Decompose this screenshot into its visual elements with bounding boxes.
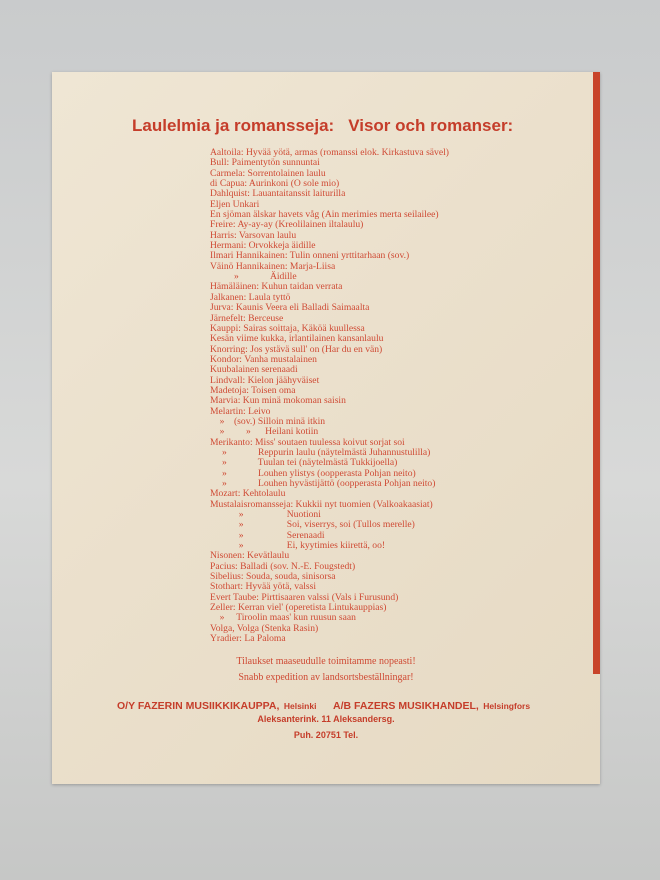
- song-entry: Jalkanen: Laula tyttö: [210, 291, 291, 303]
- song-entry: Volga, Volga (Stenka Rasin): [210, 622, 319, 634]
- song-entry: » Tuulan tei (näytelmästä Tukkijoella): [210, 457, 398, 469]
- song-entry: » Ei, kyytimies kiirettä, oo!: [210, 540, 386, 552]
- song-entry: » Tiroolin maas' kun ruusun saan: [210, 612, 356, 624]
- song-entry: Lindvall: Kielon jäähyväiset: [210, 374, 320, 386]
- song-entry: Kesän viime kukka, irlantilainen kansanlaulu: [210, 333, 384, 345]
- song-entry: Pacius: Balladi (sov. N.-E. Fougstedt): [210, 560, 356, 572]
- song-entry: Marvia: Kun minä mokoman saisin: [210, 395, 346, 407]
- song-list: [210, 148, 590, 645]
- title-swedish: Visor och romanser:: [348, 116, 514, 135]
- song-entry: » Äidille: [210, 271, 297, 283]
- song-entry: Järnefelt: Berceuse: [210, 312, 284, 324]
- song-entry: » Reppurin laulu (näytelmästä Juhannustulilla): [210, 446, 431, 458]
- song-entry: Eljen Unkari: [210, 198, 260, 210]
- song-entry: » (sov.) Silloin minä itkin: [210, 415, 326, 427]
- song-entry: Mustalaisromansseja: Kukkii nyt tuomien (Valkoakaasiat): [210, 498, 433, 510]
- red-edge-strip: [593, 72, 600, 674]
- song-entry: » Louhen ylistys (oopperasta Pohjan neito): [210, 467, 416, 479]
- song-entry: Kauppi: Sairas soittaja, Käköä kuullessa: [210, 322, 365, 334]
- song-entry: » Nuotioni: [210, 509, 321, 521]
- publisher-city-finnish: Helsinki: [283, 701, 317, 711]
- song-entry: » Louhen hyvästijättö (oopperasta Pohjan neito): [210, 478, 436, 489]
- publisher-finnish: [117, 696, 316, 714]
- song-entry: Evert Taube: Pirttisaaren valssi (Vals i Furusund): [210, 591, 399, 603]
- song-entry: » » Heilani kotiin: [210, 426, 319, 438]
- song-entry: Melartin: Leivo: [210, 405, 271, 417]
- song-entry: Merikanto: Miss' soutaen tuulessa koivut sorjat soi: [210, 436, 405, 448]
- song-entry: Harris: Varsovan laulu: [210, 229, 297, 241]
- song-entry: Sibelius: Souda, souda, sinisorsa: [210, 571, 336, 583]
- song-entry: Freire: Ay-ay-ay (Kreolilainen iltalaulu): [210, 219, 364, 231]
- song-entry: Kondor: Vanha mustalainen: [210, 353, 317, 365]
- publisher-name-swedish: A/B FAZERS MUSIKHANDEL,: [333, 700, 479, 712]
- title-finnish: Laulelmia ja romansseja:: [132, 116, 335, 135]
- publisher-swedish: [333, 696, 530, 714]
- song-entry: » Serenaadi: [210, 529, 325, 541]
- song-entry: Knorring: Jos ystävä sull' on (Har du en vän): [210, 343, 383, 355]
- song-entry: » Soi, viserrys, soi (Tullos merelle): [210, 519, 415, 531]
- song-entry: Yradier: La Paloma: [210, 633, 286, 645]
- song-entry: Stothart: Hyvää yötä, valssi: [210, 581, 317, 593]
- song-entry: Nisonen: Kevätlaulu: [210, 550, 290, 562]
- song-entry: En sjöman älskar havets våg (Ain merimies merta seilailee): [210, 209, 439, 221]
- song-entry: Zeller: Kerran viel' (operetista Lintukauppias): [210, 602, 387, 614]
- page-title: [132, 116, 592, 136]
- order-note-swedish: Snabb expedition av landsortsbeställningar!: [238, 672, 414, 683]
- order-note-finnish: Tilaukset maaseudulle toimitamme nopeasti!: [236, 656, 416, 667]
- publisher-name-finnish: O/Y FAZERIN MUSIIKKIKAUPPA,: [117, 700, 280, 712]
- song-entry: Aaltoila: Hyvää yötä, armas (romanssi elok. Kirkastuva sävel): [210, 147, 449, 158]
- song-entry: Dahlquist: Lauantaitanssit laiturilla: [210, 188, 346, 200]
- song-entry: Kuubalainen serenaadi: [210, 364, 298, 376]
- song-entry: Ilmari Hannikainen: Tulin onneni yrttitarhaan (sov.): [210, 250, 410, 262]
- song-entry: Bull: Paimentytön sunnuntai: [210, 157, 320, 169]
- song-entry: Carmela: Sorrentolainen laulu: [210, 167, 326, 179]
- song-entry: Hämäläinen: Kuhun taidan verrata: [210, 281, 343, 293]
- phone: Puh. 20751 Tel.: [293, 730, 359, 740]
- song-entry: Madetoja: Toisen oma: [210, 384, 296, 396]
- song-entry: Väinö Hannikainen: Marja-Liisa: [210, 260, 336, 272]
- publisher-city-swedish: Helsingfors: [483, 701, 531, 711]
- song-entry: Jurva: Kaunis Veera eli Balladi Saimaalta: [210, 302, 370, 314]
- address: Aleksanterink. 11 Aleksandersg.: [257, 714, 395, 724]
- song-entry: Mozart: Kehtolaulu: [210, 488, 286, 500]
- printed-sheet: [52, 72, 600, 784]
- song-entry: Hermani: Orvokkeja äidille: [210, 240, 316, 252]
- song-entry: di Capua: Aurinkoni (O sole mio): [210, 178, 340, 190]
